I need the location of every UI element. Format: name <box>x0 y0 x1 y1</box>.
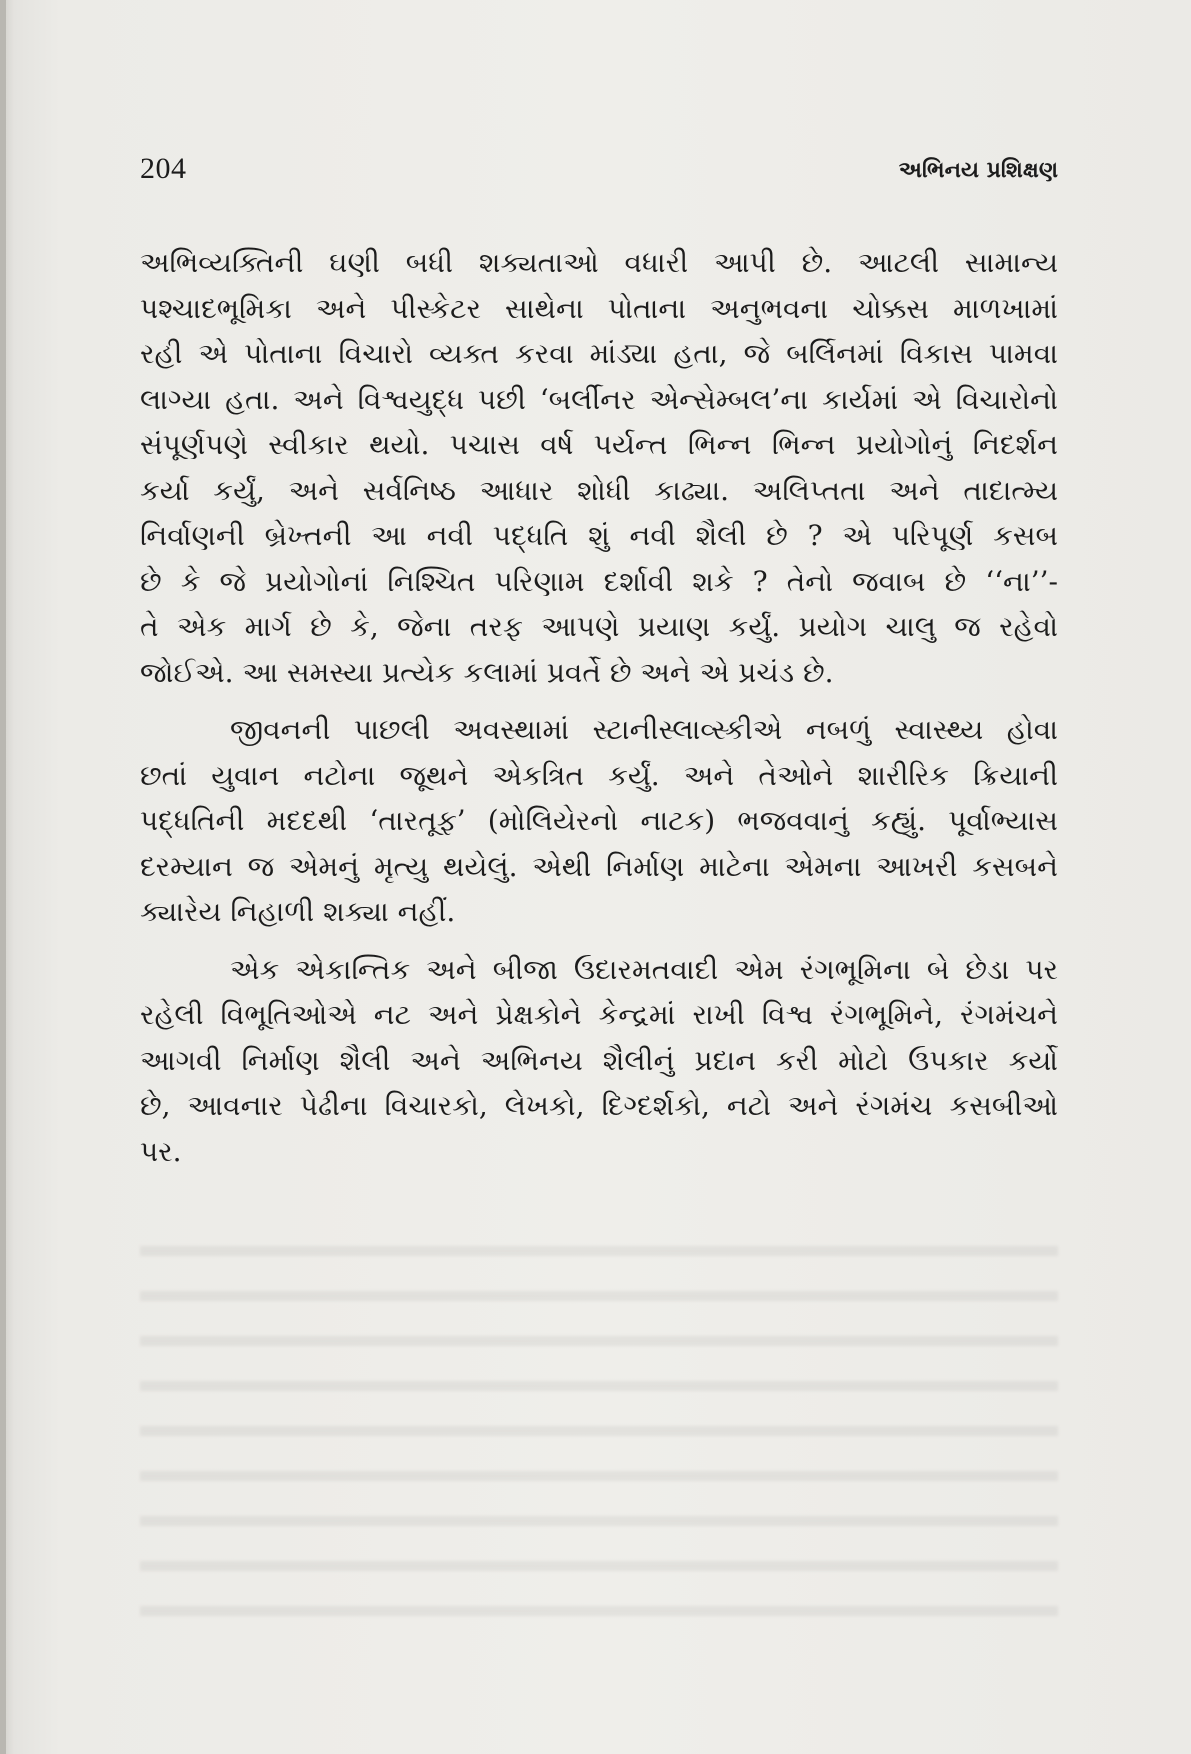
text-line: દરમ્યાન જ એમનું મૃત્યુ થયેલું. એથી નિર્માણ માટેના એમના આખરી કસબને <box>140 849 1058 883</box>
text-line: છતાં યુવાન નટોના જૂથને એકત્રિત કર્યું. અને તેઓને શારીરિક ક્રિયાની <box>140 758 1058 792</box>
text-line: નિર્વાણની બ્રેખ્તની આ નવી પદ્ધતિ શું નવી શૈલી છે ? એ પરિપૂર્ણ કસબ <box>140 519 1058 552</box>
text-line: સંપૂર્ણપણે સ્વીકાર થયો. પચાસ વર્ષ પર્યન્ત ભિન્ન ભિન્ન પ્રયોગોનું નિદર્શન <box>140 428 1058 461</box>
text-line: રહી એ પોતાના વિચારો વ્યક્ત કરવા માંડ્યા હતા, જે બર્લિનમાં વિકાસ પામવા <box>140 337 1058 370</box>
paragraph-2 <box>140 707 1058 935</box>
paragraph-3 <box>140 947 1058 1175</box>
page-number: 204 <box>140 152 187 185</box>
text-line: ક્યારેય નિહાળી શક્યા નહીં. <box>140 895 456 928</box>
text-line: રહેલી વિભૂતિઓએ નટ અને પ્રેક્ષકોને કેન્દ્રમાં રાખી વિશ્વ રંગભૂમિને, રંગમંચને <box>140 998 1058 1031</box>
text-line: છે, આવનાર પેઢીના વિચારકો, લેખકો, દિગ્દર્શકો, નટો અને રંગમંચ કસબીઓ <box>140 1089 1058 1122</box>
text-line: પર. <box>140 1134 182 1168</box>
paragraph-1 <box>140 240 1058 695</box>
text-line: એક એકાન્તિક અને બીજા ઉદારમતવાદી એમ રંગભૂમિના બે છેડા પર <box>230 952 1058 986</box>
page-header <box>140 152 1058 192</box>
text-line: લાગ્યા હતા. અને વિશ્વયુદ્ધ પછી ‘બર્લીનર એન્સેમ્બલ’ના કાર્યમાં એ વિચારોનો <box>140 382 1058 416</box>
text-line: આગવી નિર્માણ શૈલી અને અભિનય શૈલીનું પ્રદાન કરી મોટો ઉપકાર કર્યો <box>140 1043 1058 1077</box>
text-line: તે એક માર્ગ છે કે, જેના તરફ આપણે પ્રયાણ કર્યું. પ્રયોગ ચાલુ જ રહેવો <box>140 610 1058 643</box>
text-line: અભિવ્યક્તિની ઘણી બધી શક્યતાઓ વધારી આપી છે. આટલી સામાન્ય <box>140 246 1058 279</box>
bleed-through-texture <box>140 1222 1058 1642</box>
text-line: પદ્ધતિની મદદથી ‘તારતૂફ’ (મોલિયેરનો નાટક) ભજવવાનું કહ્યું. પૂર્વાભ્યાસ <box>140 804 1058 837</box>
text-line: કર્યા કર્યું, અને સર્વનિષ્ઠ આધાર શોધી કાઢ્યા. અલિપ્તતા અને તાદાત્મ્ય <box>140 473 1058 507</box>
text-line: જીવનની પાછલી અવસ્થામાં સ્ટાનીસ્લાવ્સ્કીએ નબળું સ્વાસ્થ્ય હોવા <box>230 713 1058 746</box>
page-spine-shadow <box>0 0 6 1754</box>
text-line: જોઈએ. આ સમસ્યા પ્રત્યેક કલામાં પ્રવર્તે છે અને એ પ્રચંડ છે. <box>140 655 834 689</box>
text-line: છે કે જે પ્રયોગોનાં નિશ્ચિત પરિણામ દર્શાવી શકે ? તેનો જવાબ છે ‘‘ના’’- <box>140 564 1058 598</box>
running-title: અભિનય પ્રશિક્ષણ <box>898 158 1058 183</box>
body-text <box>140 240 1058 1186</box>
text-line: પશ્ચાદભૂમિકા અને પીસ્કેટર સાથેના પોતાના અનુભવના ચોક્કસ માળખામાં <box>140 291 1058 325</box>
